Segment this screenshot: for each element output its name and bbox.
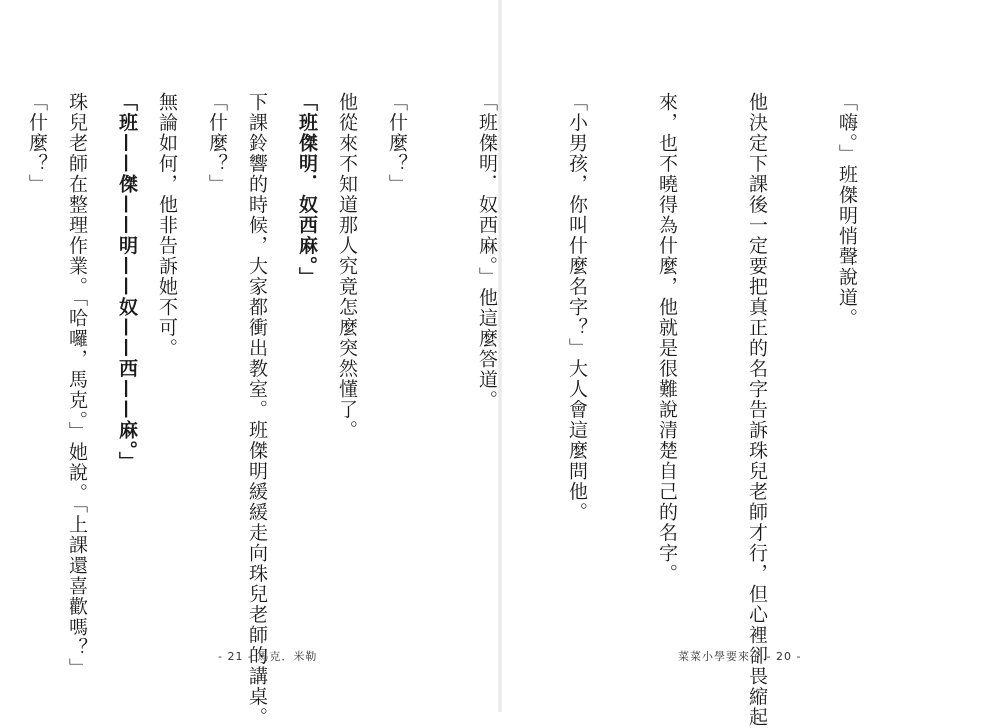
text-line: 他從來不知道那人究竟怎麼突然懂了。 <box>336 92 358 441</box>
right-page-folio: 菜菜小學要來了 - 20 - <box>678 650 802 663</box>
text-line: 來，也不曉得為什麼，他就是很難說清楚自己的名字。 <box>656 92 678 584</box>
text-line: 「嗨。」班傑明悄聲說道。 <box>836 92 858 329</box>
text-line: 「小男孩，你叫什麼名字？」大人會這麼問他。 <box>566 92 588 523</box>
text-line: 珠兒老師在整理作業。「哈囉，馬克。」她說。「上課還喜歡嗎？」 <box>66 92 88 679</box>
text-line-bold: 「班傑明．奴西麻。」 <box>296 92 318 288</box>
text-line: 他決定下課後一定要把真正的名字告訴珠兒老師才行，但心裡卻畏縮起 <box>746 92 768 728</box>
text-line: 「什麼？」 <box>26 92 48 195</box>
text-line: 下課鈴響的時候，大家都衝出教室。班傑明緩緩走向珠兒老師的講桌。 <box>246 92 268 728</box>
text-line: 「什麼？」 <box>206 92 228 195</box>
text-line: 無論如何，他非告訴她不可。 <box>156 92 178 359</box>
text-line-bold: 「班——傑——明——奴——西——麻。」 <box>116 92 138 472</box>
left-page-folio: - 21 - 馬克．米勒 <box>218 650 318 663</box>
text-line: 「班傑明．奴西麻。」他這麼答道。 <box>476 92 498 411</box>
text-line: 「什麼？」 <box>386 92 408 195</box>
